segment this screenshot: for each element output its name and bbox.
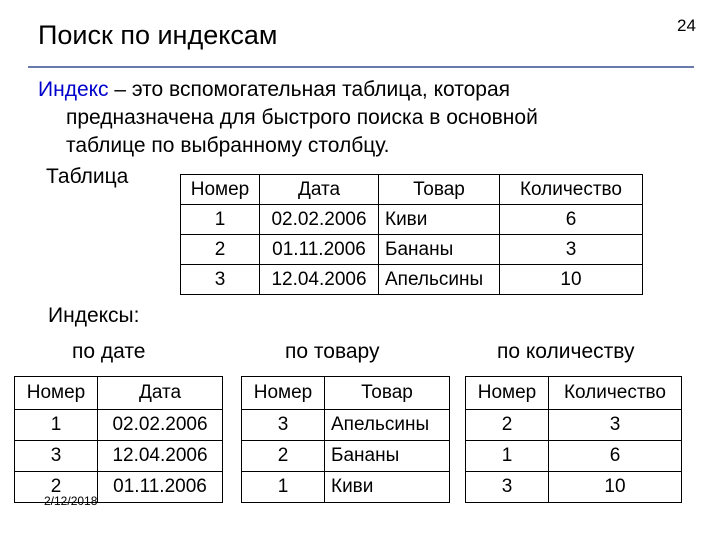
definition-text-1: – это вспомогательная таблица, которая xyxy=(108,78,511,101)
table-row xyxy=(466,441,682,472)
index-by-product-label: по товару xyxy=(285,340,380,363)
footer-date: 2/12/2018 xyxy=(44,494,98,508)
indexes-label: Индексы: xyxy=(48,304,140,327)
main-table-label: Таблица xyxy=(46,165,129,188)
table-cell: 12.04.2006 xyxy=(98,441,223,472)
table-row xyxy=(15,410,223,441)
definition-line-1 xyxy=(38,76,678,104)
column-header: Количество xyxy=(500,175,643,205)
table-cell: 1 xyxy=(242,472,325,503)
table-cell: 3 xyxy=(549,410,682,441)
index-by-quantity-label: по количеству xyxy=(497,340,635,363)
table-header-row xyxy=(181,175,643,205)
column-header: Дата xyxy=(98,377,223,410)
table-cell: 02.02.2006 xyxy=(98,410,223,441)
slide-number: 24 xyxy=(677,16,696,35)
table-cell: 6 xyxy=(500,205,643,235)
table-cell: Киви xyxy=(379,205,500,235)
table-cell: 3 xyxy=(15,441,98,472)
table-header-row xyxy=(15,377,223,410)
table-cell: 3 xyxy=(181,265,260,295)
table-row xyxy=(466,410,682,441)
main-table xyxy=(180,174,643,295)
title-divider xyxy=(28,66,694,68)
table-cell: Бананы xyxy=(325,441,450,472)
table-cell: 3 xyxy=(500,235,643,265)
table-row xyxy=(181,205,643,235)
column-header: Товар xyxy=(325,377,450,410)
slide-title: Поиск по индексам xyxy=(38,20,278,50)
table-cell: 2 xyxy=(181,235,260,265)
column-header: Номер xyxy=(15,377,98,410)
table-row xyxy=(466,472,682,503)
column-header: Дата xyxy=(260,175,379,205)
definition-paragraph xyxy=(38,76,678,160)
definition-line-3: таблице по выбранному столбцу. xyxy=(66,134,390,157)
table-cell: 2 xyxy=(466,410,549,441)
table-row xyxy=(242,410,450,441)
table-cell: 10 xyxy=(549,472,682,503)
index-by-date-label: по дате xyxy=(72,340,146,363)
table-cell: 02.02.2006 xyxy=(260,205,379,235)
column-header: Номер xyxy=(242,377,325,410)
table-row xyxy=(242,441,450,472)
table-cell: 2 xyxy=(242,441,325,472)
column-header: Номер xyxy=(466,377,549,410)
table-row xyxy=(181,235,643,265)
table-cell: 1 xyxy=(15,410,98,441)
table-row xyxy=(181,265,643,295)
table-cell: 12.04.2006 xyxy=(260,265,379,295)
column-header: Товар xyxy=(379,175,500,205)
table-cell: Апельсины xyxy=(379,265,500,295)
table-cell: 1 xyxy=(181,205,260,235)
table-cell: 3 xyxy=(242,410,325,441)
table-cell: 2 xyxy=(15,472,98,503)
table-cell: 3 xyxy=(466,472,549,503)
table-cell: Бананы xyxy=(379,235,500,265)
table-row xyxy=(242,472,450,503)
column-header: Количество xyxy=(549,377,682,410)
table-row xyxy=(15,441,223,472)
table-cell: 1 xyxy=(466,441,549,472)
index-by-quantity-table xyxy=(465,376,682,503)
definition-term: Индекс xyxy=(38,78,109,101)
table-cell: 01.11.2006 xyxy=(98,472,223,503)
table-header-row xyxy=(466,377,682,410)
table-cell: 6 xyxy=(549,441,682,472)
index-by-date-table xyxy=(14,376,223,503)
index-by-product-table xyxy=(241,376,450,503)
table-cell: 10 xyxy=(500,265,643,295)
definition-line-2: предназначена для быстрого поиска в основной xyxy=(66,106,538,129)
table-cell: Апельсины xyxy=(325,410,450,441)
table-cell: 01.11.2006 xyxy=(260,235,379,265)
table-header-row xyxy=(242,377,450,410)
column-header: Номер xyxy=(181,175,260,205)
table-cell: Киви xyxy=(325,472,450,503)
